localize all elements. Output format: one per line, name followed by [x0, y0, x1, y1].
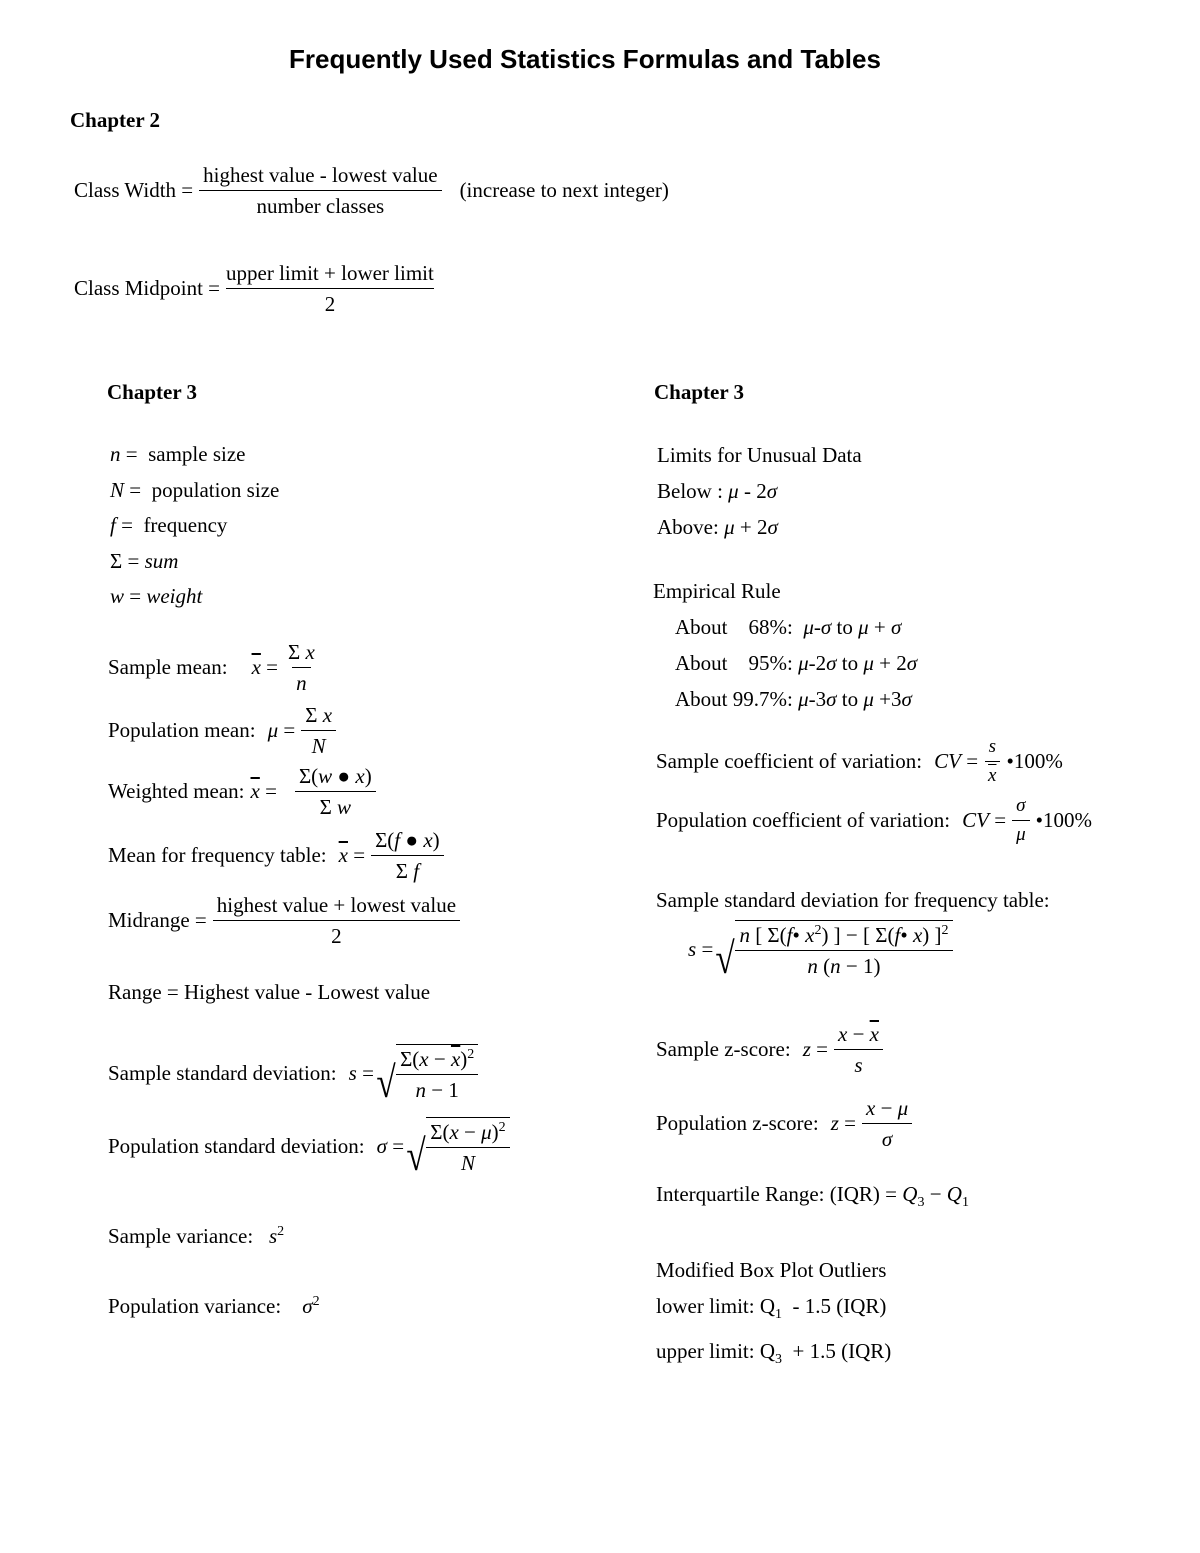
def-sigma: Σ = sum: [110, 548, 179, 573]
population-variance: Population variance: $\sigma^2$: [108, 1294, 320, 1318]
sample-sd-formula: Sample standard deviation: s = √ $\frac{\Sigma(x - \overline{x})^2}{n - 1}$: [108, 1044, 478, 1102]
population-mean-fraction: $\frac{\text{Σ x}}{N}$: [301, 703, 336, 758]
unusual-limits: [657, 437, 862, 545]
symbol-definitions: [110, 437, 279, 615]
above-limit: Above: μ + 2σ: [657, 515, 778, 539]
midrange-fraction: [213, 893, 460, 948]
frequency-sd-formula: s = √ $\frac{n [ \Sigma(f• x^2) ] - [ \Sigma(f• x) ]^2}{n (n - 1)}$: [688, 920, 953, 978]
frequency-mean-label: Mean for frequency table:: [108, 843, 327, 868]
class-width-label: Class Width =: [74, 178, 194, 203]
weighted-mean-fraction: $\frac{\Sigma(w ● x)}{\text{Σ w}}$: [295, 764, 376, 819]
population-cv-label: Population coefficient of variation:: [656, 807, 951, 832]
sample-variance-label: Sample variance:: [108, 1224, 254, 1248]
class-width-formula: [74, 163, 669, 218]
empirical-rule: [653, 573, 917, 717]
midrange-denominator: 2: [331, 924, 342, 949]
population-z-formula: Population z-score: z = $\frac{x - \mu}{\sigma}$: [656, 1096, 918, 1151]
population-sd-formula: Population standard deviation: σ = √ $\frac{\Sigma(x - \mu)^2}{N}$: [108, 1117, 510, 1175]
class-midpoint-fraction: [226, 261, 434, 316]
class-width-note: (increase to next integer): [459, 178, 669, 203]
frequency-mean-formula: Mean for frequency table: $\overline{x}$ = $\frac{\Sigma(f ● x)}{\text{Σ f}}$: [108, 828, 450, 883]
class-midpoint-formula: [74, 261, 440, 316]
population-z-label: Population z-score:: [656, 1111, 819, 1136]
class-midpoint-numerator: upper limit + lower limit: [226, 261, 434, 289]
def-N: N = population size: [110, 477, 280, 502]
weighted-mean-formula: Weighted mean: $\overline{x}$ = $\frac{\Sigma(w ● x)}{\text{Σ w}}$: [108, 764, 382, 819]
weighted-mean-label: Weighted mean:: [108, 779, 245, 804]
midrange-formula: [108, 893, 466, 948]
population-cv-fraction: $\frac{\sigma}{\mu}$: [1012, 795, 1030, 846]
frequency-sd-label: Sample standard deviation for frequency table:: [656, 888, 1050, 912]
sample-z-formula: Sample z-score: z = $\frac{x - \overline{x}}{s}$: [656, 1022, 889, 1077]
iqr-formula: Interquartile Range: $(IQR) = Q_3 - Q_1$: [656, 1182, 969, 1211]
class-width-fraction: [199, 163, 441, 218]
frequency-sd-radical: √ $\frac{n [ \Sigma(f• x^2) ] - [ \Sigma(f• x) ]^2}{n (n - 1)}$: [713, 920, 952, 978]
population-sd-label: Population standard deviation:: [108, 1133, 365, 1158]
def-f: f = frequency: [110, 513, 228, 537]
chapter-3-right-heading: Chapter 3: [654, 380, 745, 404]
class-width-numerator: highest value - lowest value: [199, 163, 441, 191]
chapter-2-heading: Chapter 2: [70, 108, 161, 132]
sample-mean-fraction: $\frac{\text{Σ x}}{n}$: [287, 640, 315, 696]
range-formula: Range = Highest value - Lowest value: [108, 980, 431, 1004]
iqr-label: Interquartile Range: (IQR) =: [656, 1182, 898, 1206]
midrange-label: Midrange =: [108, 908, 207, 933]
sample-mean-label: Sample mean:: [108, 655, 228, 680]
sample-z-fraction: $\frac{x - \overline{x}}{s}$: [834, 1022, 883, 1077]
boxplot-title: Modified Box Plot Outliers: [656, 1258, 887, 1282]
page-title: Frequently Used Statistics Formulas and Tables: [289, 44, 881, 74]
def-n: n = sample size: [110, 442, 246, 466]
frequency-mean-fraction: $\frac{\Sigma(f ● x)}{\text{Σ f}}$: [371, 828, 444, 883]
limits-title: Limits for Unusual Data: [657, 443, 862, 467]
population-mean-label: Population mean:: [108, 718, 256, 743]
lower-limit-line: lower limit: $Q_1 - 1.5$ (IQR): [656, 1294, 887, 1323]
sample-mean-formula: Sample mean: $\overline{x}$ = $\frac{\text{Σ x}}{n}$: [108, 640, 325, 695]
below-limit: Below : μ - 2σ: [657, 479, 778, 503]
empirical-997: About 99.7%: μ-3σ to μ +3σ: [675, 687, 912, 711]
boxplot-outliers: [656, 1252, 891, 1378]
population-mean-formula: Population mean: μ = $\frac{\text{Σ x}}{N}$: [108, 703, 342, 758]
x-bar-symbol: $\overline{x}$: [251, 655, 261, 680]
sample-z-label: Sample z-score:: [656, 1037, 791, 1062]
chapter-3-left-heading: Chapter 3: [107, 380, 198, 404]
sample-cv-fraction: $\frac{s}{x}$: [984, 736, 1000, 787]
population-cv-formula: Population coefficient of variation: CV = $\frac{\sigma}{\mu}$ • 100%: [656, 795, 1092, 845]
sample-cv-label: Sample coefficient of variation:: [656, 748, 923, 773]
population-sd-radical: √ $\frac{\Sigma(x - \mu)^2}{N}$: [404, 1117, 510, 1175]
empirical-68: About 68%: μ-σ to μ + σ: [675, 615, 902, 639]
sample-sd-radical: √ $\frac{\Sigma(x - \overline{x})^2}{n - 1}$: [374, 1044, 478, 1102]
sample-sd-label: Sample standard deviation:: [108, 1060, 337, 1085]
class-midpoint-denominator: 2: [324, 292, 336, 317]
class-midpoint-label: Class Midpoint =: [74, 276, 221, 301]
sample-variance: Sample variance: $s^2$: [108, 1224, 285, 1248]
def-w: w = weight: [110, 584, 203, 608]
population-variance-label: Population variance:: [108, 1294, 282, 1318]
upper-limit-line: upper limit: $Q_3 + 1.5$ (IQR): [656, 1339, 892, 1368]
empirical-95: About 95%: μ-2σ to μ + 2σ: [675, 651, 918, 675]
population-z-fraction: $\frac{x - \mu}{\sigma}$: [862, 1096, 912, 1151]
empirical-title: Empirical Rule: [653, 579, 781, 603]
sample-cv-formula: Sample coefficient of variation: CV = $\frac{s}{x}$ • 100%: [656, 736, 1063, 786]
midrange-numerator: highest value + lowest value: [213, 893, 460, 921]
class-width-denominator: number classes: [256, 194, 385, 219]
